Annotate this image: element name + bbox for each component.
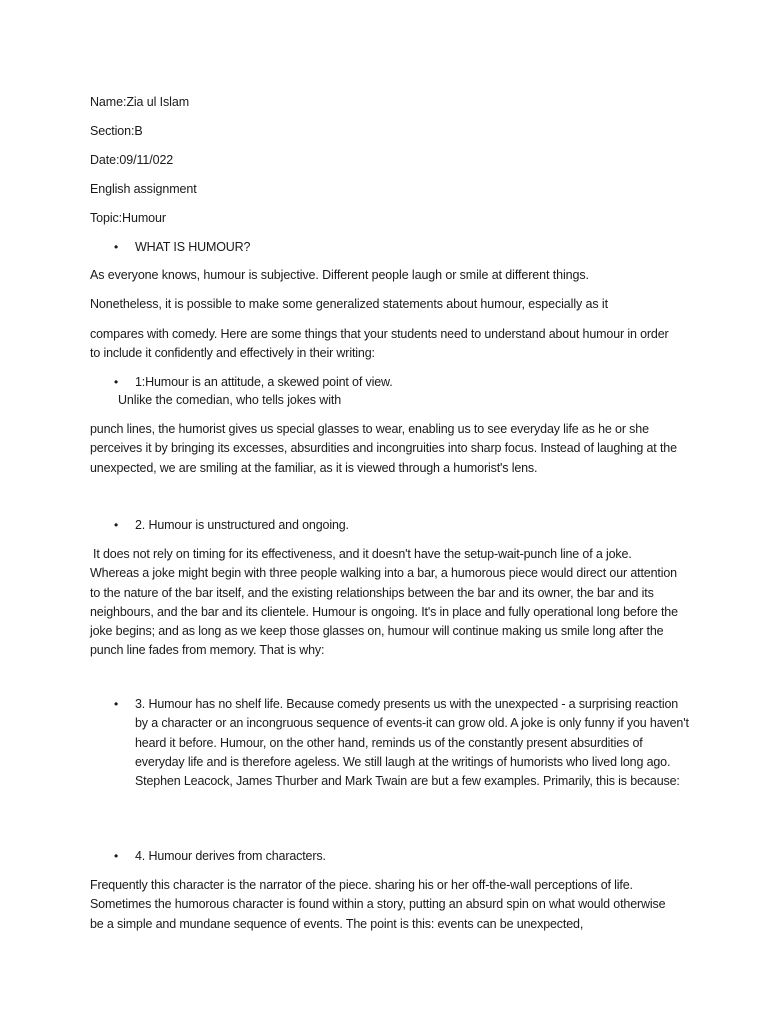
point-2-heading: 2. Humour is unstructured and ongoing.	[135, 518, 349, 532]
point-1-heading-continued: Unlike the comedian, who tells jokes with	[118, 393, 342, 407]
intro-paragraph-3: compares with comedy. Here are some things that your students need to understand about humour in order to include it confidently and effectively in their writing:	[90, 327, 669, 361]
student-name: Name:Zia ul Islam	[90, 95, 190, 109]
topic-line: Topic:Humour	[90, 211, 166, 225]
point-1-heading: 1:Humour is an attitude, a skewed point of view.	[135, 375, 393, 389]
course-line: English assignment	[90, 182, 197, 196]
point-4-heading: 4. Humour derives from characters.	[135, 849, 326, 863]
date-line: Date:09/11/022	[90, 153, 174, 167]
bullet-icon: •	[114, 518, 119, 532]
bullet-icon: •	[114, 375, 119, 389]
section-heading-what-is-humour: WHAT IS HUMOUR?	[135, 240, 251, 254]
point-4-body: Frequently this character is the narrator of the piece. sharing his or her off-the-wall perceptions of life. Sometimes the humorous character is found within a story, putting an absurd spin on what would otherwise be a simple and mundane sequence of events. The point is this: events can be unexpected,	[90, 878, 666, 931]
section-line: Section:B	[90, 124, 143, 138]
intro-paragraph-1: As everyone knows, humour is subjective. Different people laugh or smile at different things.	[90, 268, 589, 282]
point-3-body: 3. Humour has no shelf life. Because comedy presents us with the unexpected - a surprising reaction by a character or an incongruous sequence of events-it can grow old. A joke is only funny if you haven't heard it before. Humour, on the other hand, reminds us of the constantly present absurdities of everyday life and is therefore ageless. We still laugh at the writings of humorists who lived long ago. Stephen Leacock, James Thurber and Mark Twain are but a few examples. Primarily, this is because:	[135, 697, 689, 789]
bullet-icon: •	[114, 849, 119, 863]
bullet-icon: •	[114, 697, 119, 711]
bullet-icon: •	[114, 240, 119, 254]
intro-paragraph-2: Nonetheless, it is possible to make some generalized statements about humour, especially as it	[90, 297, 608, 311]
point-2-body: It does not rely on timing for its effectiveness, and it doesn't have the setup-wait-punch line of a joke. Whereas a joke might begin with three people walking into a bar, a humorous piece would direct our attention to the nature of the bar itself, and the existing relationships between the bar and its owner, the bar and its neighbours, and the bar and its clientele. Humour is ongoing. It's in place and fully operational long before the joke begins; and as long as we keep those glasses on, humour will continue making us smile long after the punch line fades from memory. That is why:	[90, 547, 678, 658]
point-1-body: punch lines, the humorist gives us special glasses to wear, enabling us to see everyday life as he or she perceives it by bringing its excesses, absurdities and incongruities into sharp focus. Instead of laughing at the unexpected, we are smiling at the familiar, as it is viewed through a humorist's lens.	[90, 422, 677, 475]
